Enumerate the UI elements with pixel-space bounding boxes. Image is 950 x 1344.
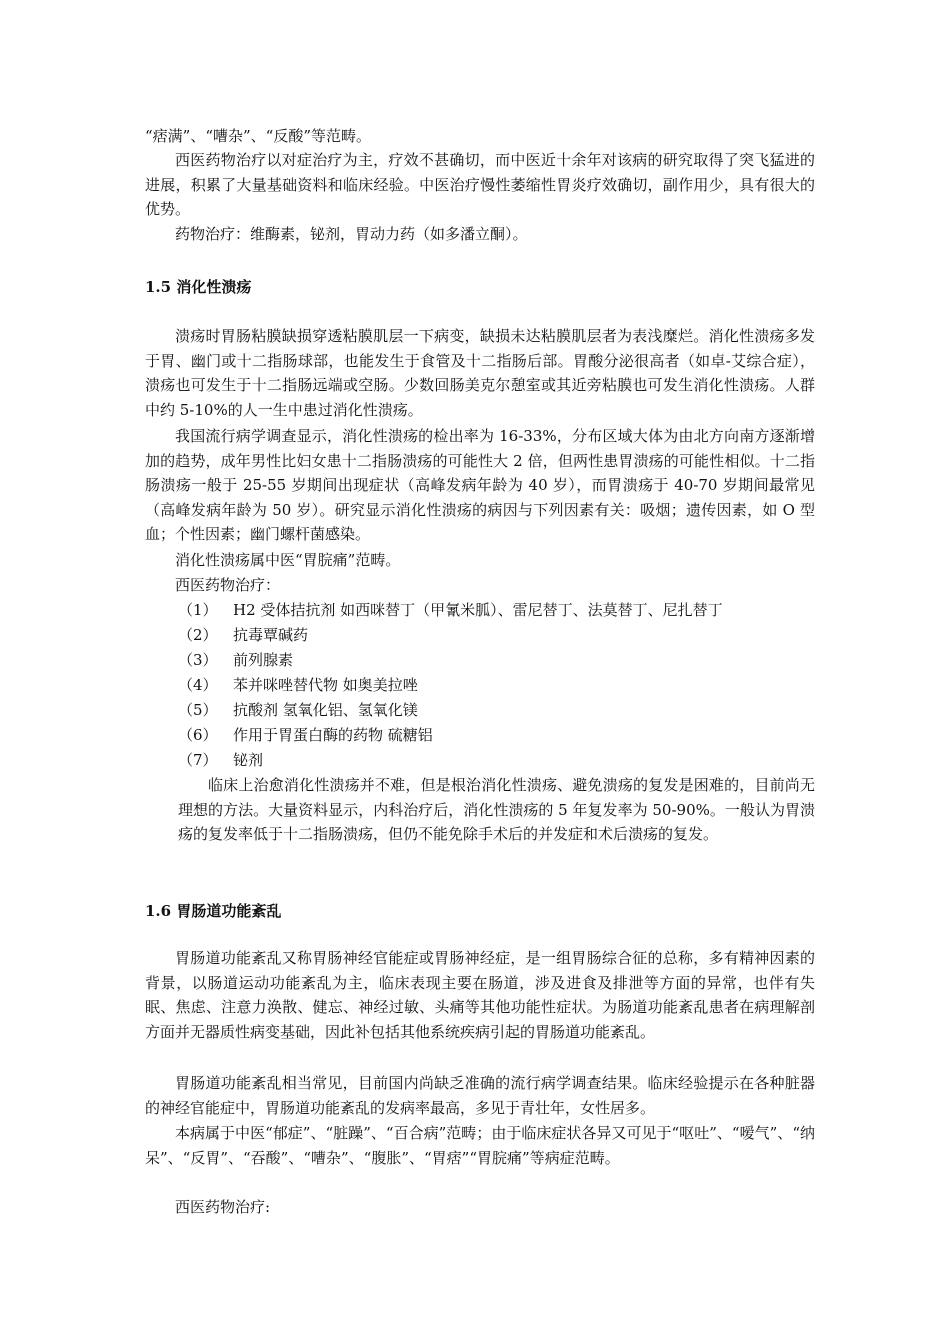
list-item-number: （5） (178, 701, 218, 719)
section-heading-1-5: 1.5 消化性溃疡 (145, 278, 252, 296)
list-item-text: 作用于胃蛋白酶的药物 硫糖铝 (233, 726, 433, 744)
list-item (178, 648, 818, 673)
intro-paragraph-3: 药物治疗：维酶素，铋剂，胃动力药（如多潘立酮）。 (175, 225, 528, 243)
list-item-text: 抗毒覃碱药 (233, 626, 309, 644)
list-item-number: （1） (178, 601, 218, 619)
list-item-text: 苯并咪唑替代物 如奥美拉唑 (233, 676, 418, 694)
list-item-number: （6） (178, 726, 218, 744)
list-item-text: 抗酸剂 氢氧化铝、氢氧化镁 (233, 701, 418, 719)
list-item-number: （3） (178, 651, 218, 669)
intro-tail-paragraph: “痞满”、“嘈杂”、“反酸”等范畴。 (145, 127, 372, 145)
s16-paragraph-1: 胃肠道功能紊乱又称胃肠神经官能症或胃肠神经症，是一组胃肠综合征的总称，多有精神因素的背景，以肠道运动功能紊乱为主，临床表现主要在肠道，涉及进食及排泄等方面的异常，也伴有失眠、焦虑、注意力涣散、健忘、神经过敏、头痛等其他功能性症状。为肠道功能紊乱患者在病理解剖方面并无器质性病变基础，因此补包括其他系统疾病引起的胃肠道功能紊乱。 (145, 949, 815, 1041)
list-item (178, 623, 818, 648)
s16-paragraph-3: 本病属于中医“郁症”、“脏躁”、“百合病”范畴；由于临床症状各异又可见于“呕吐”、“嗳气”、“纳呆”、“反胃”、“吞酸”、“嘈杂”、“腹胀”、“胃痞”“胃脘痛”等病症范畴。 (145, 1124, 815, 1167)
list-item-number: （2） (178, 626, 218, 644)
list-item-number: （7） (178, 751, 218, 769)
s15-paragraph-1: 溃疡时胃肠粘膜缺损穿透粘膜肌层一下病变，缺损未达粘膜肌层者为表浅糜烂。消化性溃疡多发于胃、幽门或十二指肠球部，也能发生于食管及十二指肠后部。胃酸分泌很高者（如卓-艾综合症），溃疡也可发生于十二指肠远端或空肠。少数回肠美克尔憩室或其近旁粘膜也可发生消化性溃疡。人群中约 5-10%的人一生中患过消化性溃疡。 (145, 327, 815, 419)
list-item (178, 698, 818, 723)
intro-paragraph-2: 西医药物治疗以对症治疗为主，疗效不甚确切，而中医近十余年对该病的研究取得了突飞猛进的进展，积累了大量基础资料和临床经验。中医治疗慢性萎缩性胃炎疗效确切，副作用少，具有很大的优势。 (145, 151, 815, 218)
list-item (178, 673, 818, 698)
s15-paragraph-3: 消化性溃疡属中医“胃脘痛”范畴。 (175, 551, 401, 569)
list-item (178, 598, 818, 623)
s15-paragraph-4: 西医药物治疗： (175, 576, 281, 594)
list-item-text: H2 受体拮抗剂 如西咪替丁（甲氰米胍）、雷尼替丁、法莫替丁、尼扎替丁 (233, 601, 723, 619)
s15-paragraph-2: 我国流行病学调查显示，消化性溃疡的检出率为 16-33%，分布区域大体为由北方向南方逐渐增加的趋势，成年男性比妇女患十二指肠溃疡的可能性大 2 倍，但两性患胃溃疡的可能性相似。十二指肠溃疡一般于 25-55 岁期间出现症状（高峰发病年龄为 40 岁），而胃溃疡于 40-70 岁期间最常见（高峰发病年龄为 50 岁）。研究显示消化性溃疡的病因与下列因素有关：吸烟；遗传因素，如 O 型血；个性因素；幽门螺杆菌感染。 (145, 427, 815, 543)
list-item (178, 748, 818, 773)
s16-paragraph-2: 胃肠道功能紊乱相当常见，目前国内尚缺乏准确的流行病学调查结果。临床经验提示在各种脏器的神经官能症中，胃肠道功能紊乱的发病率最高，多见于青壮年，女性居多。 (145, 1074, 815, 1117)
section-heading-1-6: 1.6 胃肠道功能紊乱 (145, 902, 282, 920)
list-item-number: （4） (178, 676, 218, 694)
list-item-text: 前列腺素 (233, 651, 294, 669)
list-item (178, 723, 818, 748)
s16-paragraph-4: 西医药物治疗: (175, 1198, 271, 1216)
s15-paragraph-5: 临床上治愈消化性溃疡并不难，但是根治消化性溃疡、避免溃疡的复发是困难的，目前尚无理想的方法。大量资料显示，内科治疗后，消化性溃疡的 5 年复发率为 50-90%。一般认为胃溃疡的复发率低于十二指肠溃疡，但仍不能免除手术后的并发症和术后溃疡的复发。 (178, 776, 815, 843)
list-item-text: 铋剂 (233, 751, 264, 769)
